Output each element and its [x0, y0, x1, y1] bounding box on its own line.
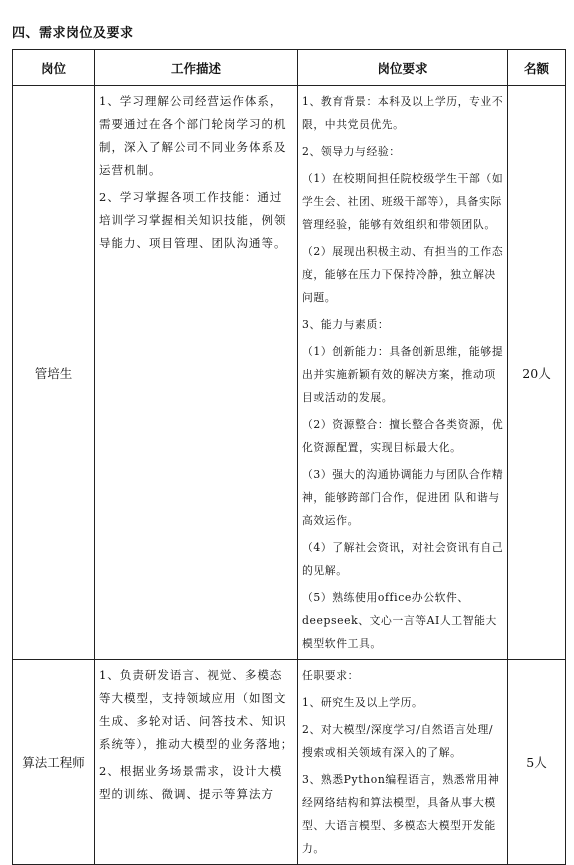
requirement-item: （4）了解社会资讯，对社会资讯有自己的见解。: [302, 541, 504, 577]
requirements-cell: [298, 86, 508, 660]
requirement-item: 任职要求：: [302, 669, 359, 682]
quota-cell: 5人: [508, 660, 566, 865]
table-header-row: [13, 50, 566, 86]
requirement-item: （1）创新能力：具备创新思维，能够提出并实施新颖有效的解决方案，推动项目或活动的发展。: [302, 345, 504, 404]
requirements-table: [12, 49, 566, 865]
requirement-item: 3、能力与素质：: [302, 318, 390, 331]
position-cell: 算法工程师: [13, 660, 95, 865]
requirement-item: 2、领导力与经验：: [302, 145, 401, 158]
header-quota: 名额: [508, 50, 566, 86]
description-cell: [95, 86, 298, 660]
position-cell: 管培生: [13, 86, 95, 660]
requirement-item: （3）强大的沟通协调能力与团队合作精神，能够跨部门合作，促进团 队和谐与高效运作。: [302, 468, 504, 527]
requirement-item: （2）资源整合：擅长整合各类资源，优化资源配置，实现目标最大化。: [302, 418, 504, 454]
requirements-cell: [298, 660, 508, 865]
section-title: 四、需求岗位及要求: [12, 26, 134, 41]
requirement-item: 2、对大模型/深度学习/自然语言处理/搜索或相关领域有深入的了解。: [302, 723, 494, 759]
description-item: 1、负责研发语言、视觉、多模态等大模型，支持领域应用（如图文生成、多轮对话、问答技术、知识系统等），推动大模型的业务落地；: [99, 668, 294, 751]
requirement-item: 3、熟悉Python编程语言，熟悉常用神经网络结构和算法模型，具备从事大模型、大语言模型、多模态大模型开发能力。: [302, 773, 500, 855]
table-row: [13, 86, 566, 660]
requirement-item: 1、研究生及以上学历。: [302, 696, 424, 709]
description-item: 1、学习理解公司经营运作体系，需要通过在各个部门轮岗学习的机制，深入了解公司不同业务体系及运营机制。: [99, 94, 287, 177]
requirement-item: （1）在校期间担任院校级学生干部（如学生会、社团、班级干部等），具备实际管理经验，能够有效组织和带领团队。: [302, 172, 504, 231]
description-cell: [95, 660, 298, 865]
description-item: 2、学习掌握各项工作技能：通过培训学习掌握相关知识技能，例领导能力、项目管理、团队沟通等。: [99, 190, 287, 250]
requirement-item: （5）熟练使用office办公软件、deepseek、文心一言等AI人工智能大模型软件工具。: [302, 591, 497, 650]
requirement-item: （2）展现出积极主动、有担当的工作态度，能够在压力下保持冷静，独立解决问题。: [302, 245, 504, 304]
header-position: 岗位: [13, 50, 95, 86]
description-item: 2、根据业务场景需求，设计大模型的训练、微调、提示等算法方: [99, 764, 283, 801]
quota-cell: 20人: [508, 86, 566, 660]
header-requirements: 岗位要求: [298, 50, 508, 86]
header-description: 工作描述: [95, 50, 298, 86]
table-row: [13, 660, 566, 865]
requirement-item: 1、教育背景：本科及以上学历，专业不限，中共党员优先。: [302, 95, 504, 131]
